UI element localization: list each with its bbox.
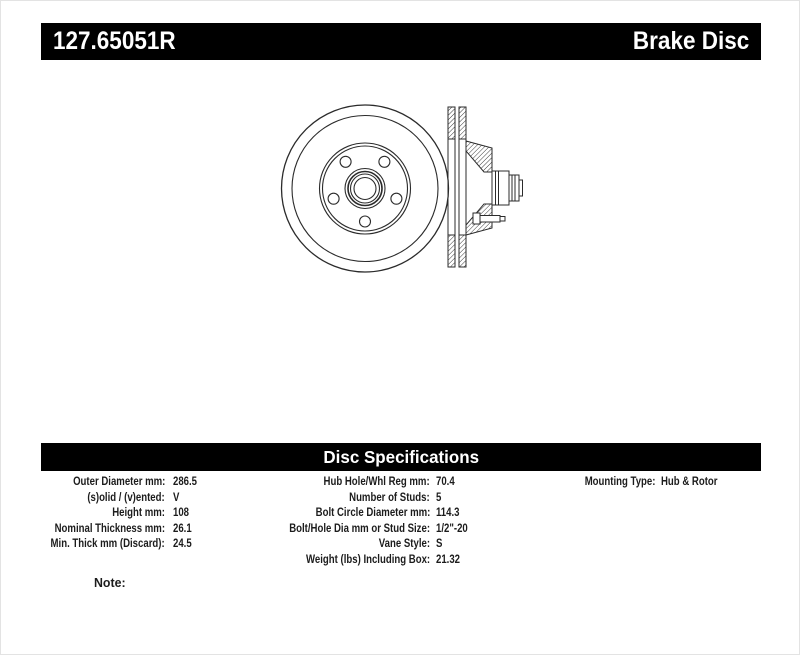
rotor-section-hatch bbox=[459, 107, 466, 139]
spec-row-hub-hole bbox=[286, 474, 536, 490]
wheel-stud-shaft bbox=[480, 216, 500, 223]
center-bore-ring bbox=[348, 172, 382, 206]
spec-row-nominal-thickness bbox=[41, 521, 281, 537]
stud-hole bbox=[340, 156, 351, 167]
spec-value: 21.32 bbox=[436, 551, 461, 566]
spec-value: V bbox=[173, 489, 180, 504]
spec-column-dimensions bbox=[41, 474, 281, 552]
stud-hole bbox=[328, 193, 339, 204]
spec-section-title: Disc Specifications bbox=[323, 446, 479, 467]
spec-label: Hub Hole/Whl Reg mm: bbox=[323, 474, 430, 488]
spec-row-vane-style bbox=[286, 536, 536, 552]
rotor-section-hatch bbox=[459, 235, 466, 267]
spec-label: Outer Diameter mm: bbox=[72, 474, 165, 488]
spec-label: Vane Style: bbox=[378, 536, 430, 551]
part-number: 127.65051R bbox=[53, 27, 176, 55]
spec-row-stud-size bbox=[286, 521, 536, 537]
spec-row-number-of-studs bbox=[286, 490, 536, 506]
disc-friction-ring bbox=[292, 116, 438, 262]
spec-column-mounting bbox=[541, 474, 761, 490]
spec-row-solid-vented bbox=[41, 490, 281, 506]
spec-label: Mounting Type: bbox=[584, 474, 655, 488]
spec-row-min-thickness bbox=[41, 536, 281, 552]
spec-column-hub bbox=[286, 474, 536, 568]
spec-row-outer-diameter bbox=[41, 474, 281, 490]
disc-outer-edge bbox=[282, 105, 449, 272]
spec-row-height bbox=[41, 505, 281, 521]
spec-label: Bolt/Hole Dia mm or Stud Size: bbox=[289, 520, 430, 535]
wheel-stud-head bbox=[473, 213, 480, 224]
product-type-title: Brake Disc bbox=[632, 27, 749, 55]
spec-value: S bbox=[436, 536, 443, 551]
spec-label: Min. Thick mm (Discard): bbox=[50, 536, 165, 551]
spec-value: 1/2"-20 bbox=[436, 520, 468, 535]
rotor-section-hatch bbox=[448, 107, 455, 139]
spec-label: Nominal Thickness mm: bbox=[54, 520, 165, 535]
spec-value: 108 bbox=[173, 505, 190, 520]
spec-row-mounting-type bbox=[541, 474, 761, 490]
spec-label: (s)olid / (v)ented: bbox=[87, 489, 165, 504]
hub-face-inner bbox=[323, 146, 408, 231]
spec-section-title-bar bbox=[41, 443, 761, 471]
spec-label: Bolt Circle Diameter mm: bbox=[315, 505, 430, 520]
header-bar bbox=[41, 23, 761, 60]
spec-row-bolt-circle bbox=[286, 505, 536, 521]
disc-cross-section-view bbox=[448, 107, 523, 267]
note-label: Note: bbox=[94, 575, 126, 590]
disc-front-view bbox=[282, 105, 449, 272]
spec-value: 26.1 bbox=[173, 520, 192, 535]
spec-label: Weight (lbs) Including Box: bbox=[305, 551, 430, 566]
wheel-stud-tip bbox=[500, 217, 505, 222]
spec-value: Hub & Rotor bbox=[661, 474, 718, 488]
bearing-end-cap bbox=[509, 175, 519, 201]
spec-label: Number of Studs: bbox=[349, 489, 430, 504]
stud-hole bbox=[360, 216, 371, 227]
stud-hole bbox=[379, 156, 390, 167]
spec-value: 286.5 bbox=[173, 474, 198, 488]
spec-value: 114.3 bbox=[436, 505, 460, 520]
bearing-housing bbox=[492, 171, 509, 205]
center-bore bbox=[354, 178, 376, 200]
bearing-end-step bbox=[519, 180, 523, 196]
rotor-section-hatch bbox=[448, 235, 455, 267]
spec-value: 24.5 bbox=[173, 536, 192, 551]
spec-row-weight bbox=[286, 552, 536, 568]
spec-value: 5 bbox=[436, 489, 442, 504]
hub-flange-section bbox=[466, 141, 492, 172]
center-bore-ring bbox=[351, 174, 380, 203]
hub-face-outer bbox=[320, 143, 411, 234]
brake-disc-technical-drawing bbox=[266, 89, 556, 289]
spec-value: 70.4 bbox=[436, 474, 455, 488]
stud-hole bbox=[391, 193, 402, 204]
spec-label: Height mm: bbox=[112, 505, 165, 520]
